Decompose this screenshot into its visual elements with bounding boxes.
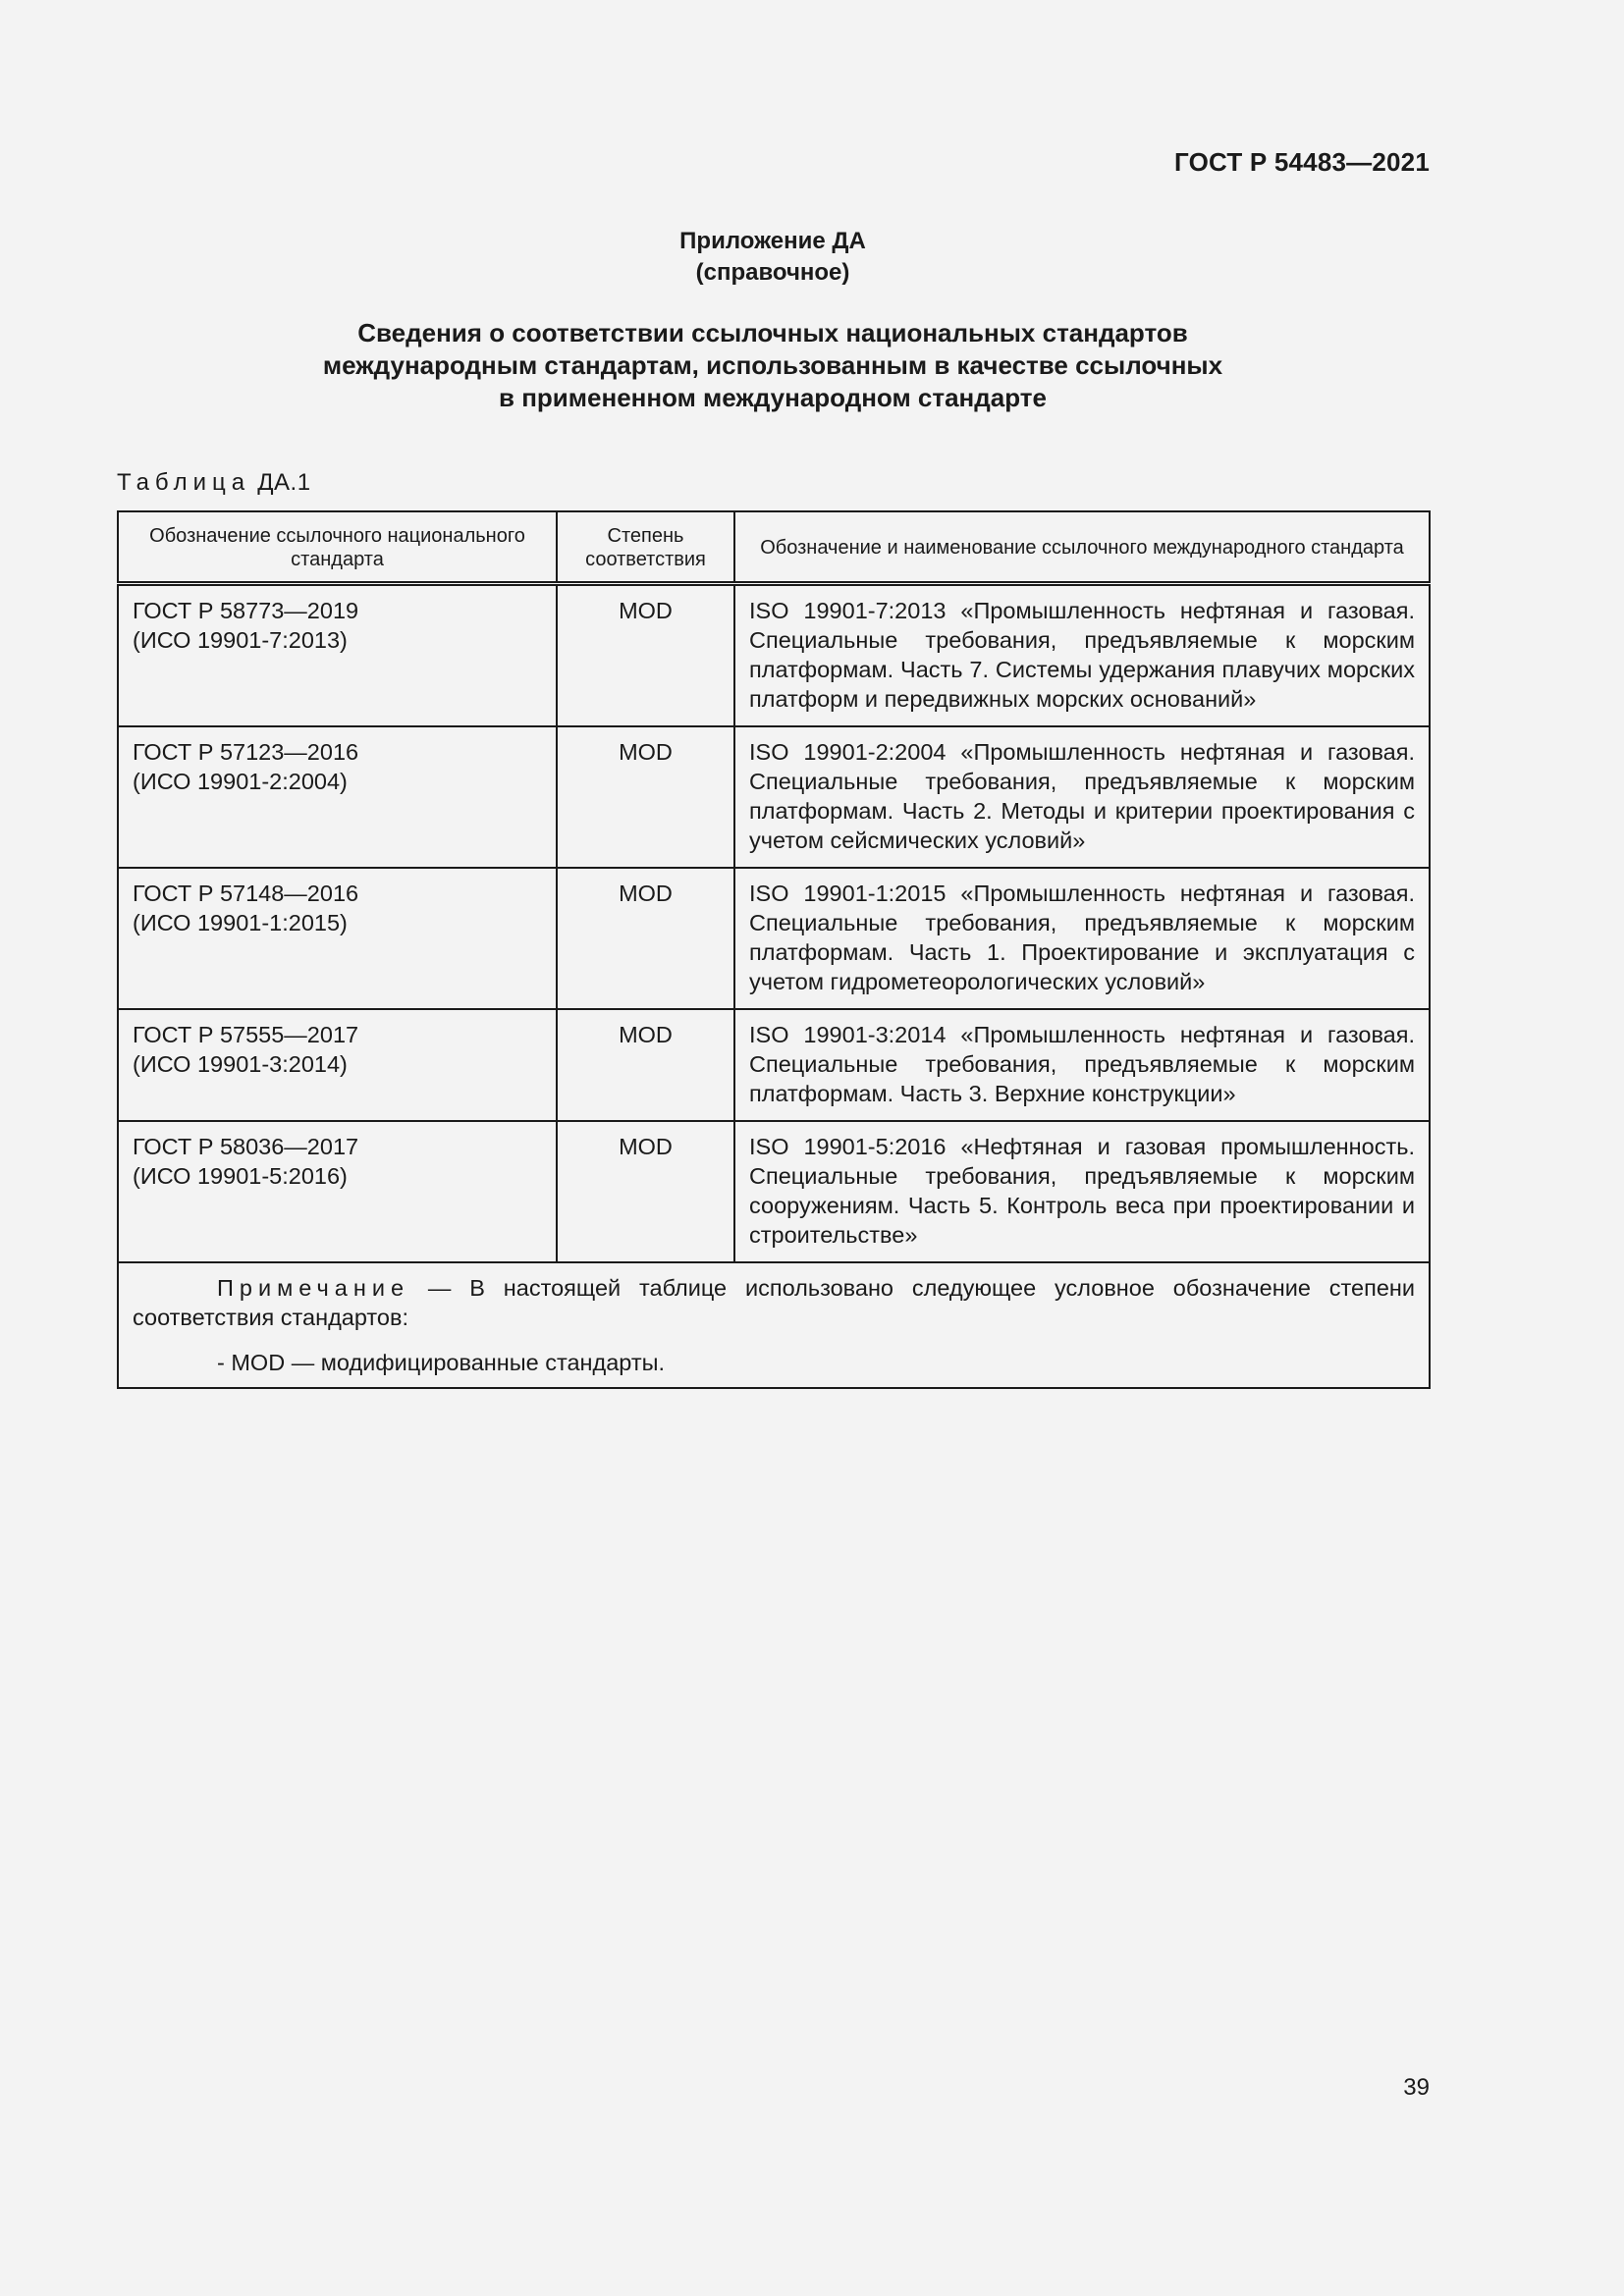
- national-standard-iso-ref: (ИСО 19901-3:2014): [133, 1051, 348, 1077]
- table-row: [118, 584, 1430, 727]
- table-caption-word: Таблица: [117, 469, 251, 496]
- table-row: [118, 868, 1430, 1009]
- international-standard-cell: ISO 19901-7:2013 «Промышленность нефтяная и газовая. Специальные требования, предъявляемые к морским платформам. Часть 7. Системы удержания плавучих морских платформ и передвижных морских оснований»: [734, 584, 1430, 727]
- international-standard-cell: ISO 19901-5:2016 «Нефтяная и газовая промышленность. Специальные требования, предъявляемые к морским сооружениям. Часть 5. Контроль веса при проектировании и строительстве»: [734, 1121, 1430, 1262]
- degree-cell: MOD: [557, 1009, 734, 1121]
- national-standard-cell: [118, 1121, 557, 1262]
- appendix-title: Приложение ДА: [679, 228, 866, 254]
- table-caption-number: ДА.1: [257, 469, 311, 496]
- national-standard-iso-ref: (ИСО 19901-2:2004): [133, 769, 348, 794]
- national-standard-iso-ref: (ИСО 19901-1:2015): [133, 910, 348, 935]
- international-standard-cell: ISO 19901-1:2015 «Промышленность нефтяная и газовая. Специальные требования, предъявляемые к морским платформам. Часть 1. Проектирование и эксплуатация с учетом гидрометеорологических условий»: [734, 868, 1430, 1009]
- national-standard-code: ГОСТ Р 57123—2016: [133, 739, 359, 765]
- table-note-item: - MOD — модифицированные стандарты.: [217, 1350, 666, 1375]
- table-row: [118, 1121, 1430, 1262]
- table-note-body: — В настоящей таблице использовано следующее условное обозначение степени соответствия стандартов:: [133, 1275, 1415, 1330]
- national-standard-code: ГОСТ Р 58036—2017: [133, 1134, 359, 1159]
- international-standard-cell: ISO 19901-2:2004 «Промышленность нефтяная и газовая. Специальные требования, предъявляемые к морским платформам. Часть 2. Методы и критерии проектирования с учетом сейсмических условий»: [734, 726, 1430, 868]
- table-row: [118, 726, 1430, 868]
- national-standard-cell: [118, 1009, 557, 1121]
- national-standard-iso-ref: (ИСО 19901-7:2013): [133, 627, 348, 653]
- section-title-line: международным стандартам, использованным в качестве ссылочных: [322, 350, 1223, 380]
- column-header-degree: Степень соответствия: [557, 511, 734, 584]
- appendix-subtitle: (справочное): [695, 259, 850, 286]
- national-standard-cell: [118, 868, 557, 1009]
- table-header-row: [118, 511, 1430, 584]
- table-note-cell: [118, 1262, 1430, 1388]
- degree-cell: MOD: [557, 584, 734, 727]
- section-title-line: Сведения о соответствии ссылочных национальных стандартов: [357, 318, 1188, 347]
- international-standard-cell: ISO 19901-3:2014 «Промышленность нефтяная и газовая. Специальные требования, предъявляемые к морским платформам. Часть 3. Верхние конструкции»: [734, 1009, 1430, 1121]
- appendix-heading: [0, 226, 1545, 289]
- column-header-national: Обозначение ссылочного национального стандарта: [118, 511, 557, 584]
- standards-correspondence-table: [117, 510, 1431, 1389]
- national-standard-code: ГОСТ Р 57555—2017: [133, 1022, 359, 1047]
- table-note-text: [133, 1273, 1415, 1332]
- table-caption: [117, 469, 311, 497]
- column-header-international: Обозначение и наименование ссылочного международного стандарта: [734, 511, 1430, 584]
- table-row: [118, 1009, 1430, 1121]
- national-standard-cell: [118, 584, 557, 727]
- degree-cell: MOD: [557, 1121, 734, 1262]
- national-standard-iso-ref: (ИСО 19901-5:2016): [133, 1163, 348, 1189]
- page-number: 39: [1403, 2074, 1430, 2101]
- document-code: ГОСТ Р 54483—2021: [1174, 147, 1430, 177]
- national-standard-cell: [118, 726, 557, 868]
- section-title: [0, 317, 1545, 414]
- degree-cell: MOD: [557, 868, 734, 1009]
- national-standard-code: ГОСТ Р 58773—2019: [133, 598, 359, 623]
- section-title-line: в примененном международном стандарте: [499, 383, 1047, 412]
- degree-cell: MOD: [557, 726, 734, 868]
- national-standard-code: ГОСТ Р 57148—2016: [133, 881, 359, 906]
- table-note-row: [118, 1262, 1430, 1388]
- table-note-label: Примечание: [217, 1275, 410, 1301]
